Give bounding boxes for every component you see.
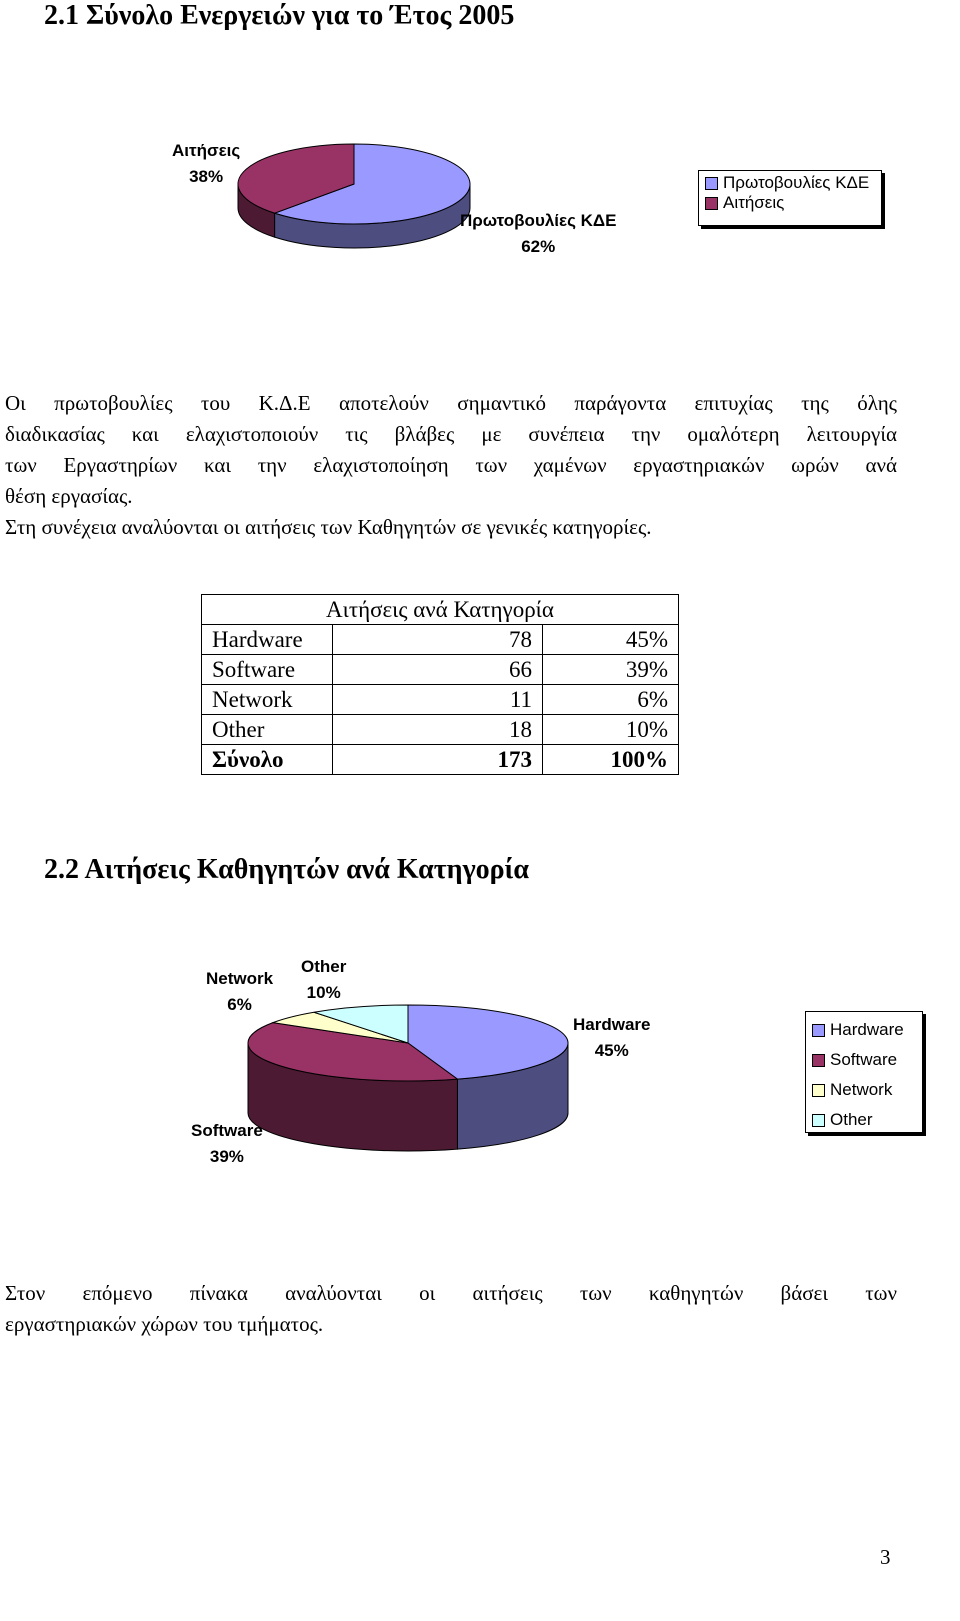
- table-row: [202, 685, 679, 715]
- section-heading-2-1: 2.1 Σύνολο Ενεργειών για το Έτος 2005: [44, 0, 515, 31]
- paragraph-next-table: [5, 1278, 897, 1340]
- paragraph1-line-2: διαδικασίας και ελαχιστοποιούν τις βλάβες με συνέπεια την ομαλότερη λειτουργία: [5, 422, 897, 446]
- table-cell-pct: 10%: [543, 715, 679, 745]
- table-cell-pct: 6%: [543, 685, 679, 715]
- table-cell-label: Software: [202, 655, 333, 685]
- legend-swatch-hardware: [812, 1024, 825, 1037]
- section-heading-2-2: 2.2 Αιτήσεις Καθηγητών ανά Κατηγορία: [44, 854, 529, 885]
- pie2-legend: [805, 1011, 923, 1133]
- table-cell-label: Hardware: [202, 625, 333, 655]
- pie2-label-other: [301, 954, 346, 1006]
- table-cell-count: 78: [333, 625, 543, 655]
- pie-chart-actions-2005: [230, 140, 490, 250]
- table-title-row: [202, 595, 679, 625]
- legend-label-requests: Αιτήσεις: [723, 193, 785, 212]
- pie1-label-initiatives: [460, 208, 616, 260]
- legend-label-other: Other: [830, 1110, 873, 1129]
- legend-label-initiatives: Πρωτοβουλίες ΚΔΕ: [723, 173, 870, 192]
- pie2-legend-item-hardware: [812, 1015, 916, 1045]
- pie2-label-hardware-pct: 45%: [594, 1041, 629, 1060]
- pie2-legend-item-other: [812, 1105, 916, 1135]
- legend-swatch-network: [812, 1084, 825, 1097]
- pie2-label-network: [206, 966, 273, 1018]
- pie2-label-software: [191, 1118, 263, 1170]
- pie1-label-requests: [172, 138, 240, 190]
- table-row: [202, 625, 679, 655]
- legend-swatch-initiatives: [705, 177, 718, 190]
- paragraph1-line-4: θέση εργασίας.: [5, 484, 133, 508]
- table-row: [202, 655, 679, 685]
- pie-chart-requests-by-category: [245, 1003, 575, 1143]
- table-cell-count: 11: [333, 685, 543, 715]
- table-cell-pct: 39%: [543, 655, 679, 685]
- legend-label-software: Software: [830, 1050, 898, 1069]
- pie2-legend-item-network: [812, 1075, 916, 1105]
- page-number: 3: [880, 1545, 891, 1569]
- pie2-label-other-name: Other: [301, 957, 347, 976]
- paragraph1-line-1: Οι πρωτοβουλίες του Κ.Δ.Ε αποτελούν σημαντικό παράγοντα επιτυχίας της όλης: [5, 391, 897, 415]
- pie2-label-hardware-name: Hardware: [573, 1015, 651, 1034]
- paragraph-initiatives: [5, 388, 897, 543]
- pie1-legend: [698, 170, 882, 226]
- pie2-legend-item-software: [812, 1045, 916, 1075]
- legend-label-network: Network: [830, 1080, 893, 1099]
- pie1-legend-item-initiatives: [705, 173, 875, 193]
- pie2-label-network-pct: 6%: [227, 995, 252, 1014]
- paragraph1-line-3: των Εργαστηρίων και την ελαχιστοποίηση των χαμένων εργαστηριακών ωρών ανά: [5, 453, 897, 477]
- pie2-label-software-pct: 39%: [209, 1147, 244, 1166]
- table-total-pct: 100%: [543, 745, 679, 775]
- table-cell-count: 18: [333, 715, 543, 745]
- table-total-label: Σύνολο: [202, 745, 333, 775]
- pie-chart-2-svg: [245, 1003, 575, 1143]
- table-cell-count: 66: [333, 655, 543, 685]
- requests-by-category-table: [201, 594, 679, 775]
- pie1-legend-item-requests: [705, 193, 875, 213]
- legend-swatch-requests: [705, 197, 718, 210]
- paragraph1-line-5: Στη συνέχεια αναλύονται οι αιτήσεις των Καθηγητών σε γενικές κατηγορίες.: [5, 515, 652, 539]
- pie1-label-requests-pct: 38%: [189, 167, 224, 186]
- legend-label-hardware: Hardware: [830, 1020, 904, 1039]
- pie2-label-software-name: Software: [191, 1121, 263, 1140]
- legend-swatch-software: [812, 1054, 825, 1067]
- pie1-label-requests-name: Αιτήσεις: [172, 141, 241, 160]
- table-cell-label: Other: [202, 715, 333, 745]
- pie2-label-hardware: [573, 1012, 650, 1064]
- table-total-row: [202, 745, 679, 775]
- table-cell-label: Network: [202, 685, 333, 715]
- pie-chart-1-svg: [230, 140, 490, 250]
- pie1-label-initiatives-name: Πρωτοβουλίες ΚΔΕ: [460, 211, 617, 230]
- legend-swatch-other: [812, 1114, 825, 1127]
- pie2-label-network-name: Network: [206, 969, 274, 988]
- table-row: [202, 715, 679, 745]
- table-total-count: 173: [333, 745, 543, 775]
- table-cell-pct: 45%: [543, 625, 679, 655]
- pie1-label-initiatives-pct: 62%: [521, 237, 556, 256]
- paragraph2-line-2: εργαστηριακών χώρων του τμήματος.: [5, 1312, 324, 1336]
- paragraph2-line-1: Στον επόμενο πίνακα αναλύονται οι αιτήσεις των καθηγητών βάσει των: [5, 1281, 897, 1305]
- pie2-label-other-pct: 10%: [306, 983, 341, 1002]
- table-title: Αιτήσεις ανά Κατηγορία: [202, 595, 679, 625]
